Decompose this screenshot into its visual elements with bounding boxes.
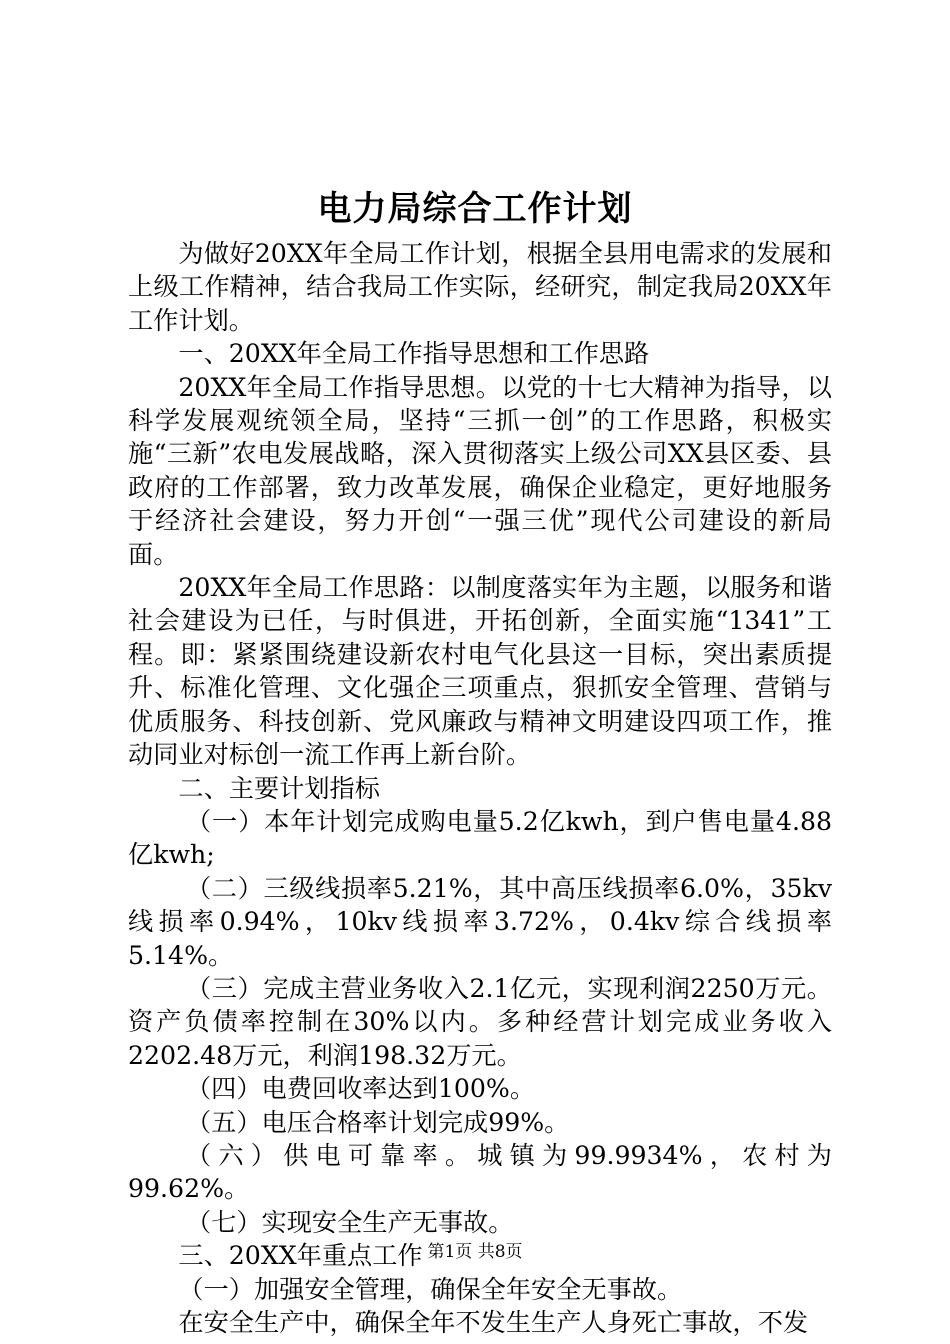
- paragraph-safety: 在安全生产中，确保全年不发生生产人身死亡事故，不发: [178, 1308, 809, 1337]
- heading-section-2: 二、主要计划指标: [178, 773, 380, 803]
- indicator-item-2: （二）三级线损率5.21%，其中高压线损率6.0%，35kv线损率0.94%，10kv线损率3.72%，0.4kv综合线损率5.14%。: [128, 873, 832, 970]
- indicator-item-5: （五）电压合格率计划完成99%。: [185, 1107, 570, 1137]
- document-title: 电力局综合工作计划: [317, 189, 633, 229]
- indicator-item-7: （七）实现安全生产无事故。: [185, 1207, 514, 1237]
- subheading-safety: （一）加强安全管理，确保全年安全无事故。: [178, 1274, 683, 1304]
- indicator-item-6: （六）供电可靠率。城镇为99.9934%，农村为99.62%。: [128, 1140, 832, 1204]
- indicator-item-3: （三）完成主营业务收入2.1亿元，实现利润2250万元。资产负债率控制在30%以内。多种经营计划完成业务收入2202.48万元，利润198.32万元。: [128, 973, 832, 1070]
- paragraph-work-approach: 20XX年全局工作思路：以制度落实年为主题，以服务和谐社会建设为已任，与时俱进，开拓创新，全面实施“1341”工程。即：紧紧围绕建设新农村电气化县这一目标，突出素质提升、标准化管理、文化强企三项重点，狠抓安全管理、营销与优质服务、科技创新、党风廉政与精神文明建设四项工作，推动同业对标创一流工作再上新台阶。: [128, 573, 832, 770]
- indicator-item-4: （四）电费回收率达到100%。: [185, 1074, 536, 1104]
- heading-section-1: 一、20XX年全局工作指导思想和工作思路: [178, 339, 650, 369]
- paragraph-intro: 为做好20XX年全局工作计划，根据全县用电需求的发展和上级工作精神，结合我局工作实际，经研究，制定我局20XX年工作计划。: [128, 239, 832, 335]
- document-body: [128, 237, 832, 1339]
- paragraph-guiding-thought: 20XX年全局工作指导思想。以党的十七大精神为指导，以科学发展观统领全局，坚持“三抓一创”的工作思路，积极实施“三新”农电发展战略，深入贯彻落实上级公司XX县区委、县政府的工作部署，致力改革发展，确保企业稳定，更好地服务于经济社会建设，努力开创“一强三优”现代公司建设的新局面。: [128, 372, 832, 569]
- page-indicator: 第1页 共8页: [427, 1242, 523, 1262]
- indicator-item-1: （一）本年计划完成购电量5.2亿kwh，到户售电量4.88亿kwh;: [128, 806, 832, 870]
- heading-section-3: 三、20XX年重点工作: [178, 1241, 423, 1271]
